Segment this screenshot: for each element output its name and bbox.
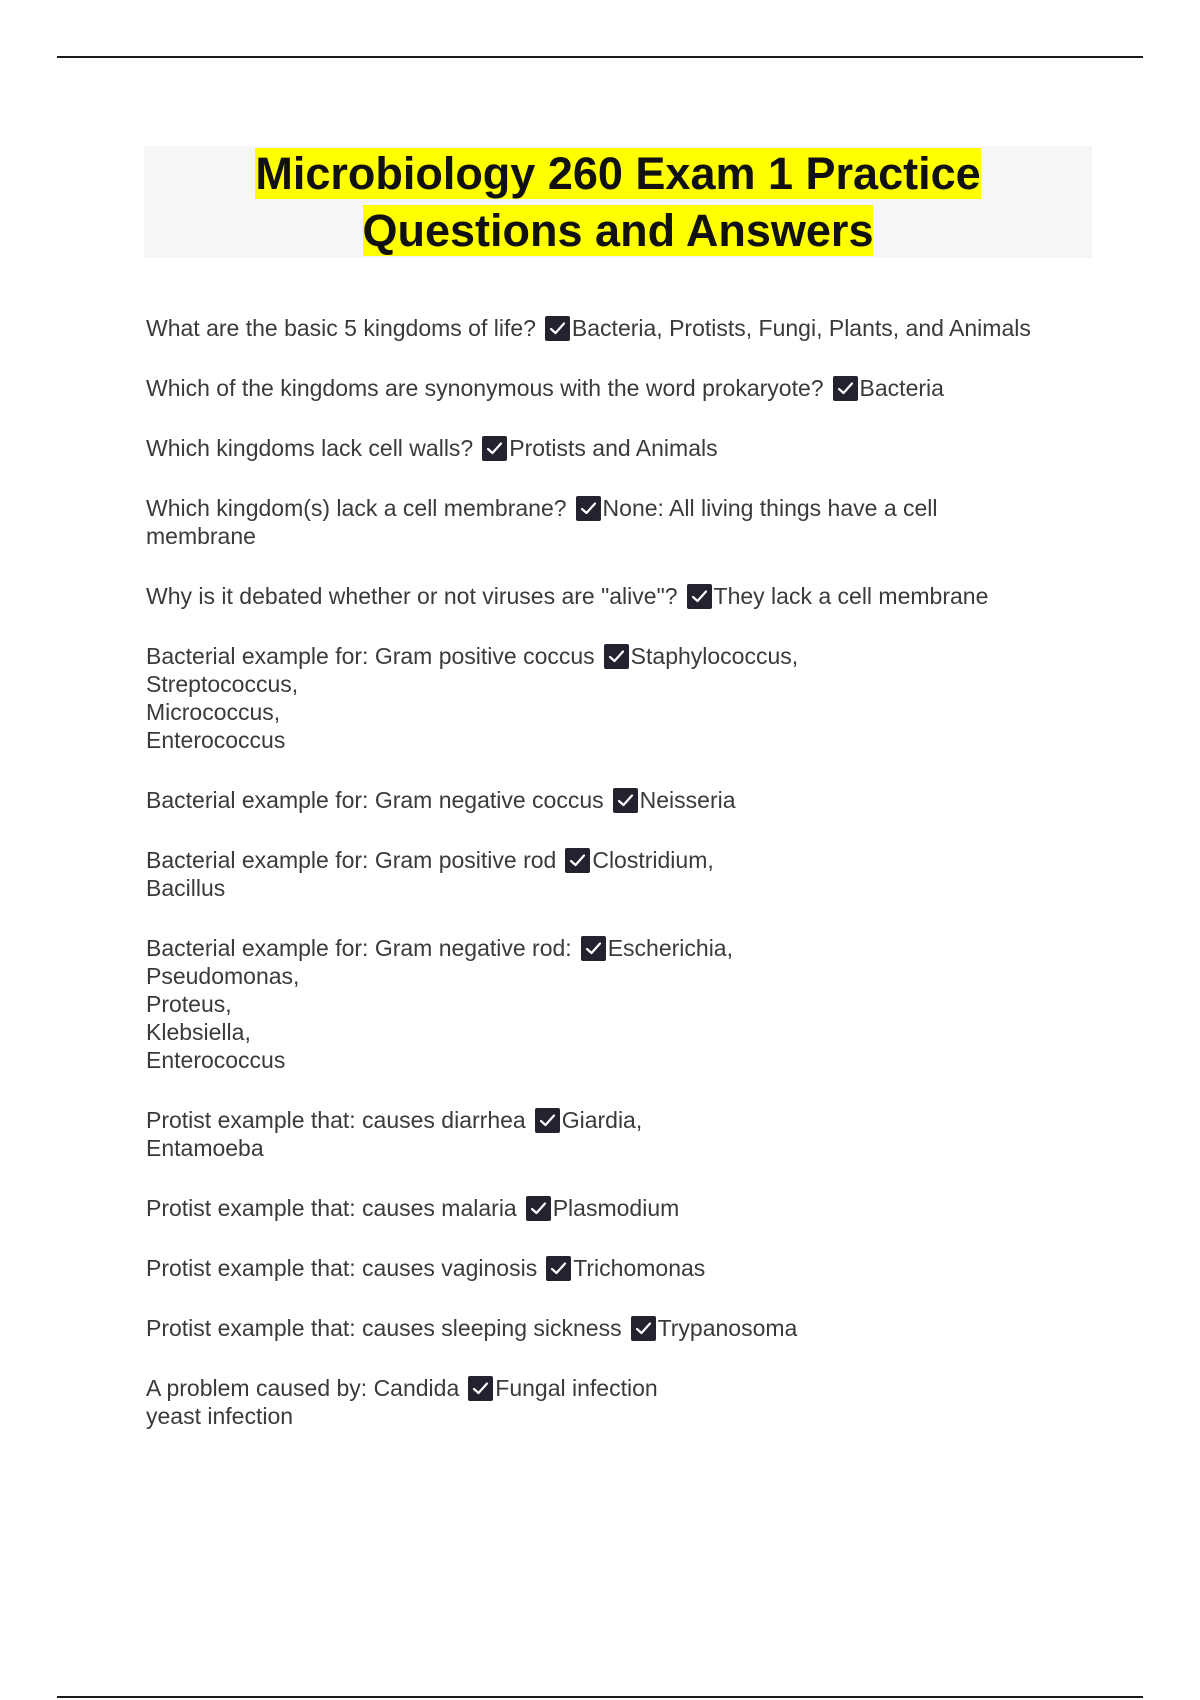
answer-text: yeast infection: [146, 1403, 294, 1429]
checkbox-checked-icon: [687, 584, 712, 609]
answer-text: Giardia,: [561, 1107, 643, 1133]
qa-item: [146, 642, 1106, 754]
answer-text: Staphylococcus,: [630, 643, 799, 669]
qa-item: [146, 1194, 1106, 1222]
question-text: Which kingdoms lack cell walls?: [146, 435, 474, 461]
qa-item: [146, 494, 1106, 550]
checkbox-checked-icon: [535, 1108, 560, 1133]
question-text: Why is it debated whether or not viruses are "alive"?: [146, 583, 678, 609]
answer-text: Bacteria: [859, 375, 944, 401]
checkbox-checked-icon: [482, 436, 507, 461]
top-rule: [57, 56, 1143, 58]
checkbox-checked-icon: [631, 1316, 656, 1341]
question-text: A problem caused by: Candida: [146, 1375, 460, 1401]
question-text: Which kingdom(s) lack a cell membrane?: [146, 495, 567, 521]
question-text: Bacterial example for: Gram negative coccus: [146, 787, 604, 813]
answer-text: Enterococcus: [146, 727, 286, 753]
answer-text: Proteus,: [146, 991, 232, 1017]
bottom-rule: [57, 1696, 1143, 1698]
question-text: Bacterial example for: Gram negative rod:: [146, 935, 572, 961]
answer-text: Bacteria, Protists, Fungi, Plants, and Animals: [571, 315, 1031, 341]
title-line-2: Questions and Answers: [362, 205, 874, 256]
checkbox-checked-icon: [613, 788, 638, 813]
checkbox-checked-icon: [545, 316, 570, 341]
answer-text: Bacillus: [146, 875, 226, 901]
question-text: Which of the kingdoms are synonymous with the word prokaryote?: [146, 375, 824, 401]
title-line-1: Microbiology 260 Exam 1 Practice: [255, 148, 981, 199]
page-title: [255, 145, 980, 259]
question-text: Bacterial example for: Gram positive rod: [146, 847, 557, 873]
checkbox-checked-icon: [546, 1256, 571, 1281]
checkbox-checked-icon: [468, 1376, 493, 1401]
qa-item: [146, 846, 1106, 902]
answer-text: Plasmodium: [552, 1195, 680, 1221]
checkbox-checked-icon: [526, 1196, 551, 1221]
qa-item: [146, 786, 1106, 814]
qa-item: [146, 1374, 1106, 1430]
question-text: Protist example that: causes diarrhea: [146, 1107, 526, 1133]
question-text: Protist example that: causes vaginosis: [146, 1255, 538, 1281]
question-text: What are the basic 5 kingdoms of life?: [146, 315, 536, 341]
answer-text: Micrococcus,: [146, 699, 281, 725]
title-banner: [144, 146, 1092, 258]
answer-text: membrane: [146, 523, 256, 549]
checkbox-checked-icon: [565, 848, 590, 873]
checkbox-checked-icon: [581, 936, 606, 961]
answer-text: Entamoeba: [146, 1135, 264, 1161]
question-text: Protist example that: causes sleeping sickness: [146, 1315, 622, 1341]
answer-text: Escherichia,: [607, 935, 733, 961]
qa-item: [146, 1254, 1106, 1282]
qa-item: [146, 374, 1106, 402]
qa-item: [146, 1314, 1106, 1342]
answer-text: Neisseria: [639, 787, 736, 813]
qa-item: [146, 582, 1106, 610]
answer-text: Pseudomonas,: [146, 963, 300, 989]
answer-text: Streptococcus,: [146, 671, 299, 697]
answer-text: Fungal infection: [495, 1375, 658, 1401]
qa-list: [146, 314, 1106, 1462]
qa-item: [146, 1106, 1106, 1162]
question-text: Bacterial example for: Gram positive coccus: [146, 643, 595, 669]
checkbox-checked-icon: [576, 496, 601, 521]
answer-text: They lack a cell membrane: [713, 583, 989, 609]
qa-item: [146, 434, 1106, 462]
answer-text: Trypanosoma: [657, 1315, 798, 1341]
answer-text: Klebsiella,: [146, 1019, 251, 1045]
answer-text: Clostridium,: [592, 847, 714, 873]
answer-text: Trichomonas: [573, 1255, 706, 1281]
checkbox-checked-icon: [604, 644, 629, 669]
answer-text: None: All living things have a cell: [602, 495, 938, 521]
question-text: Protist example that: causes malaria: [146, 1195, 517, 1221]
answer-text: Protists and Animals: [509, 435, 718, 461]
answer-text: Enterococcus: [146, 1047, 286, 1073]
qa-item: [146, 314, 1106, 342]
checkbox-checked-icon: [833, 376, 858, 401]
qa-item: [146, 934, 1106, 1074]
